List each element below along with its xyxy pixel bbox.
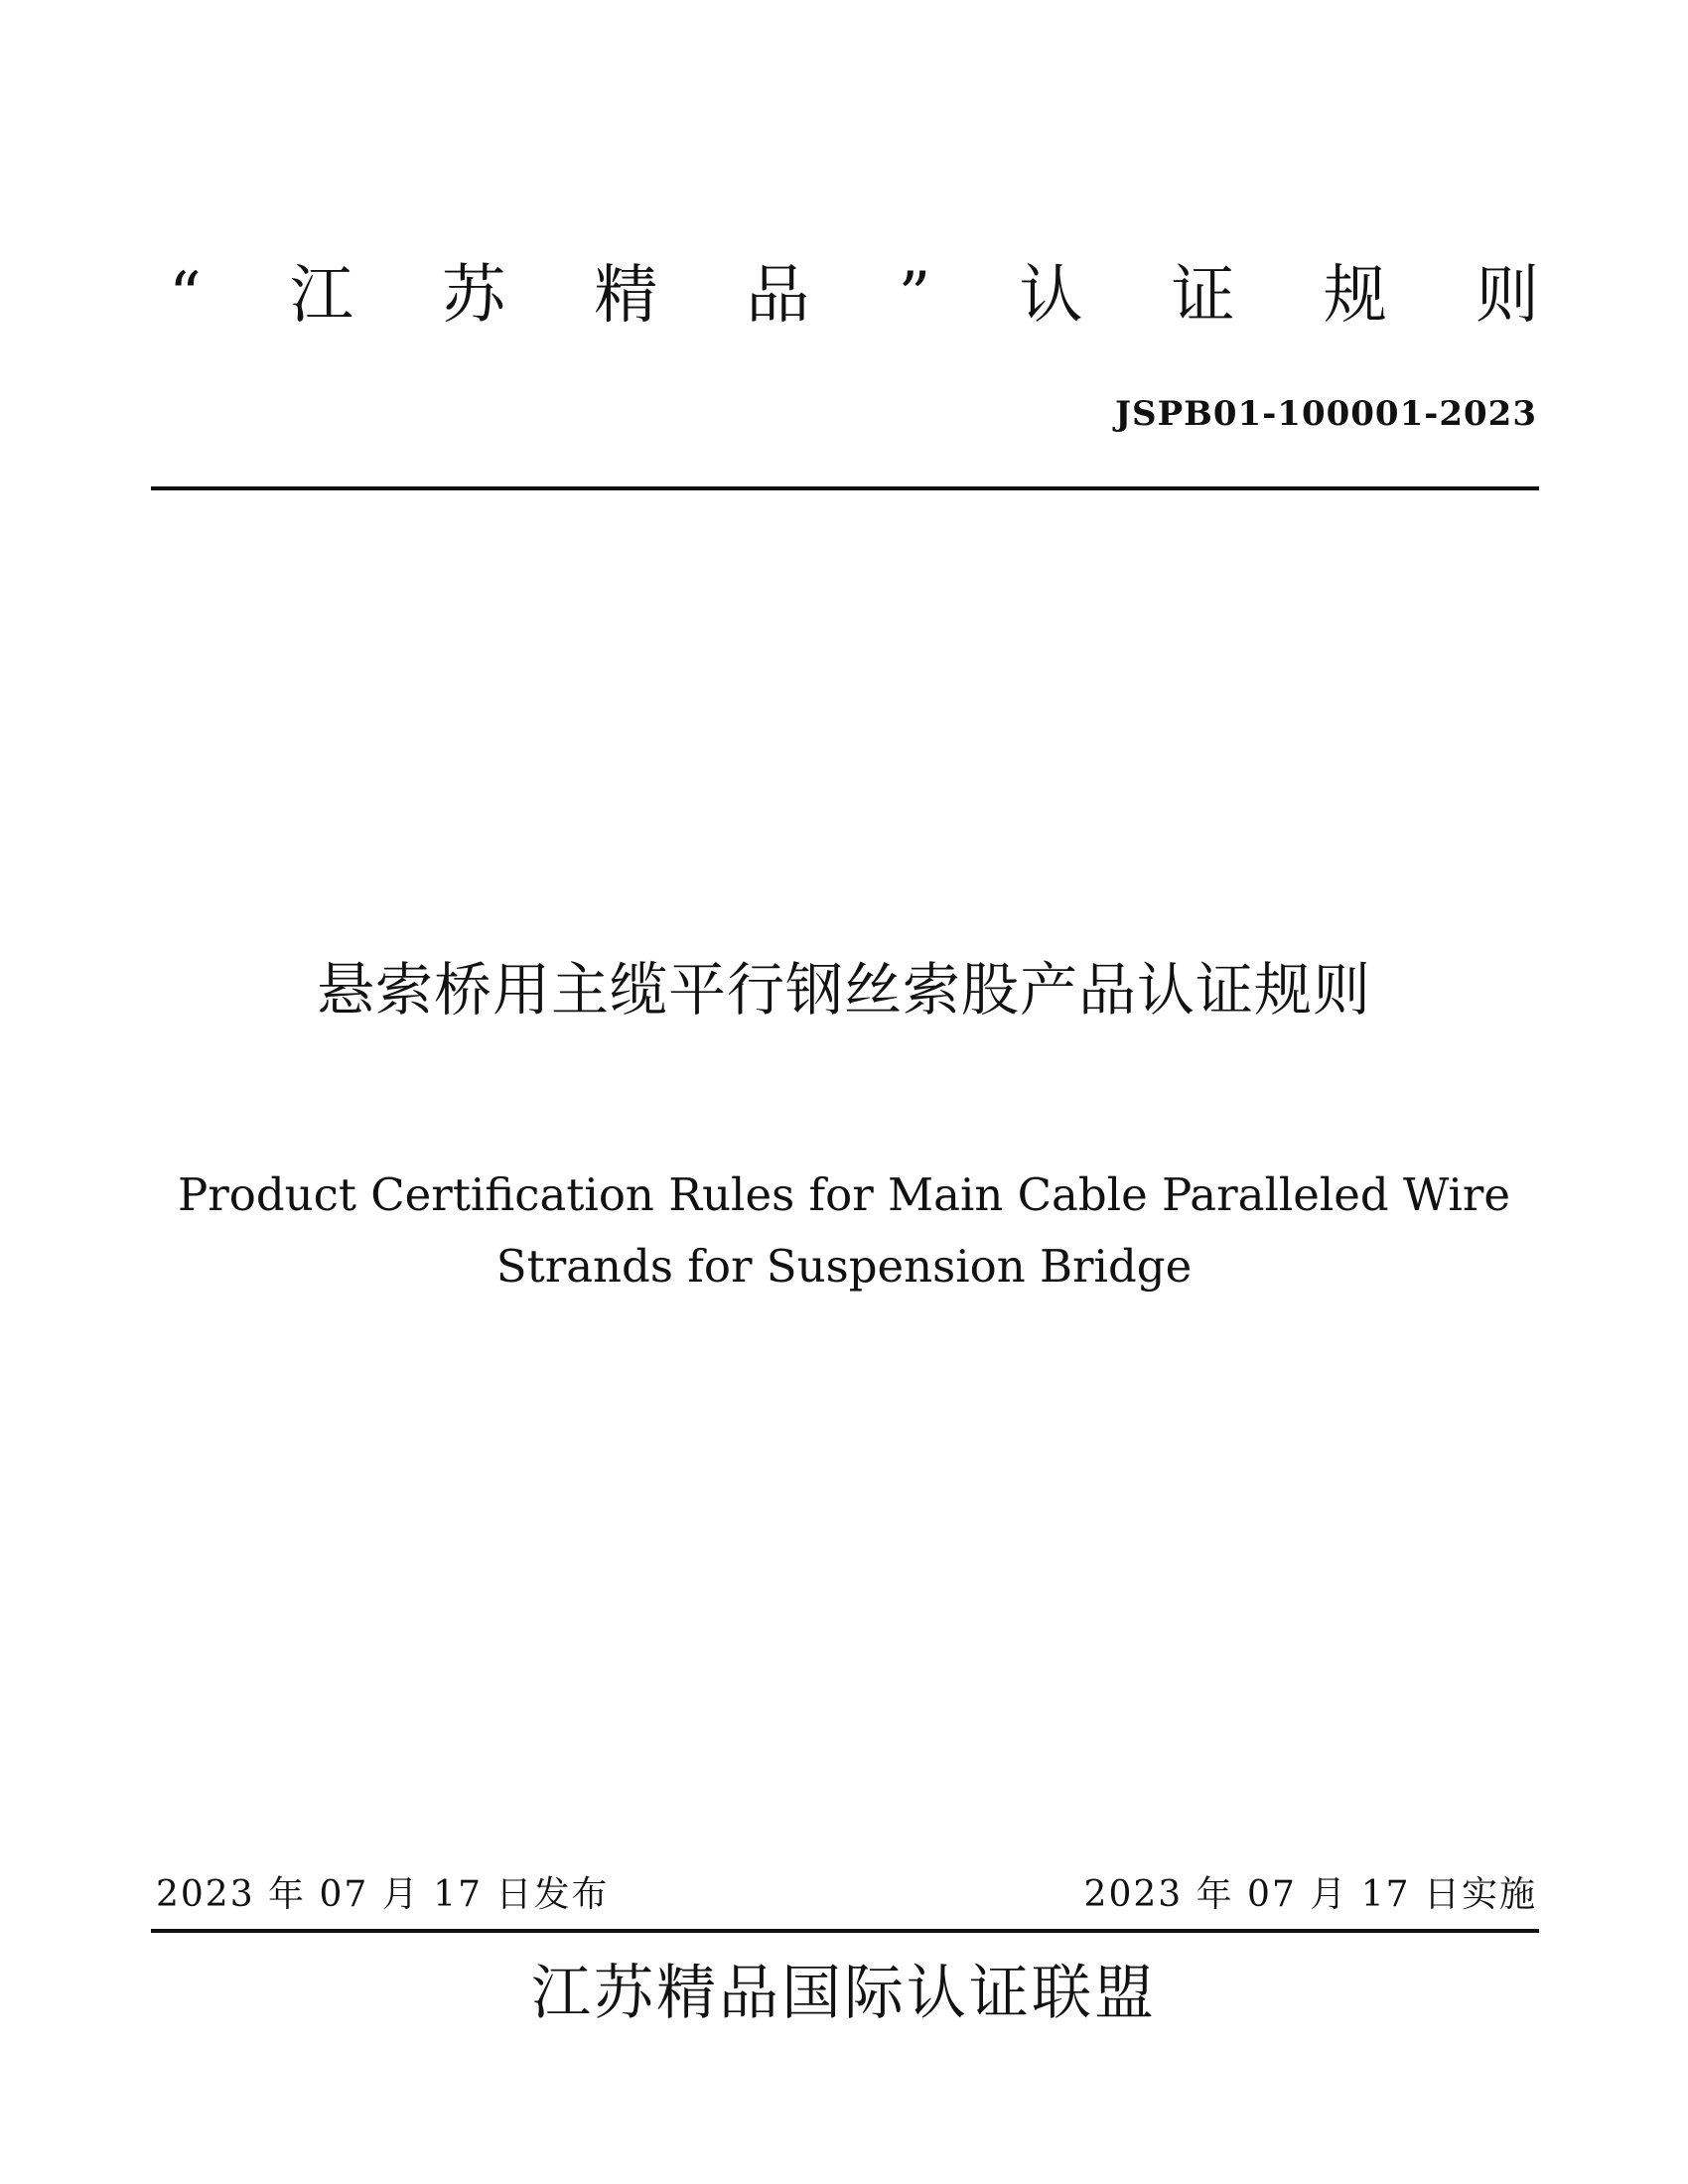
header-title-char: ” xyxy=(898,258,931,333)
document-code: JSPB01-100001-2023 xyxy=(1114,394,1537,434)
header-title-char: 精 xyxy=(594,258,658,333)
bottom-divider xyxy=(151,1929,1539,1933)
header-title-char: 认 xyxy=(1019,258,1083,333)
english-title-line: Product Certification Rules for Main Cable Paralleled Wire xyxy=(177,1168,1510,1221)
chinese-title: 悬索桥用主缆平行钢丝索股产品认证规则 xyxy=(316,956,1371,1024)
header-title-char: 证 xyxy=(1171,258,1235,333)
english-title xyxy=(149,1160,1539,1302)
implement-date: 2023 年 07 月 17 日实施 xyxy=(1083,1874,1537,1915)
header-title-char: 苏 xyxy=(442,258,506,333)
english-title-line: Strands for Suspension Bridge xyxy=(495,1240,1193,1293)
header-title-char: “ xyxy=(169,258,202,333)
cover-header-title xyxy=(169,248,1539,342)
header-title-char: 品 xyxy=(746,258,810,333)
top-divider xyxy=(151,486,1539,490)
header-title-char: 规 xyxy=(1323,258,1387,333)
header-title-char: 江 xyxy=(289,258,353,333)
issuing-organization: 江苏精品国际认证联盟 xyxy=(531,1959,1157,2028)
header-title-char: 则 xyxy=(1475,258,1539,333)
publish-date: 2023 年 07 月 17 日发布 xyxy=(156,1874,610,1915)
